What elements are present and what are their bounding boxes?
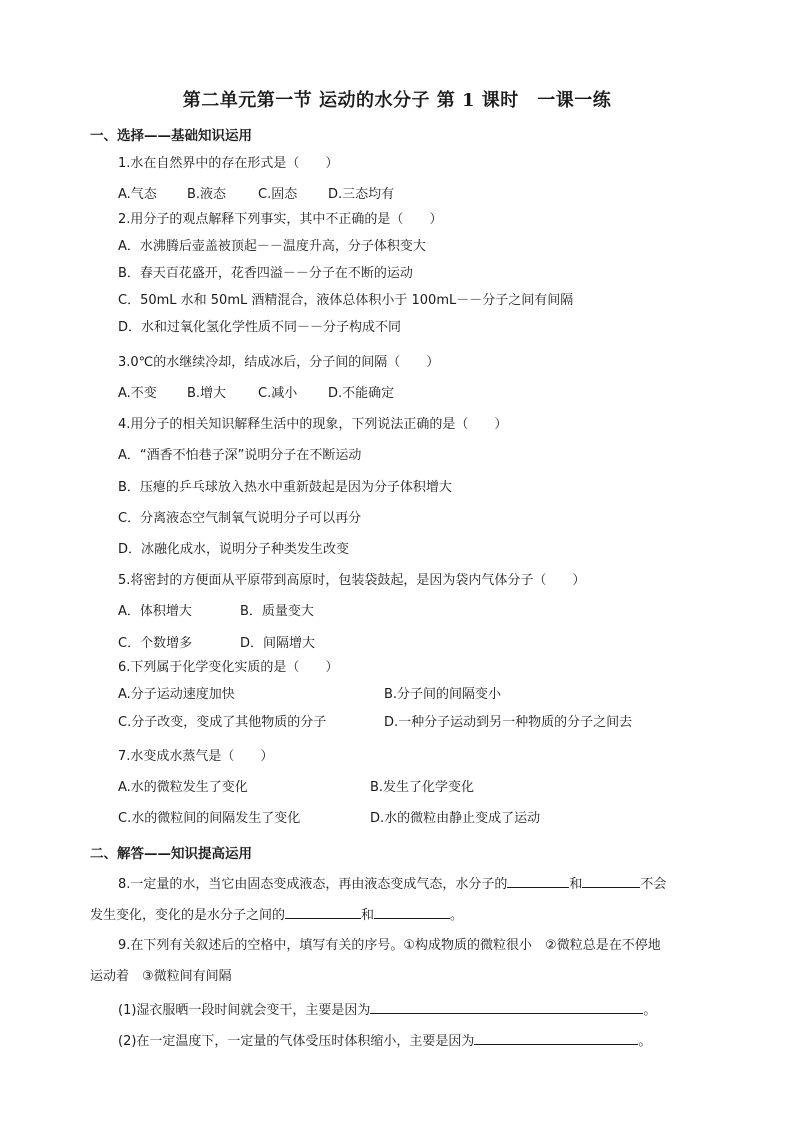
q8-text-6: 。 bbox=[450, 908, 464, 923]
q8-blank-2[interactable] bbox=[582, 873, 640, 888]
q9-blank-1[interactable] bbox=[370, 999, 643, 1014]
q6-option-c: C.分子改变，变成了其他物质的分子 bbox=[118, 715, 327, 730]
q2-stem: 2.用分子的观点解释下列事实，其中不正确的是（ ） bbox=[118, 212, 443, 227]
section-choice-heading: 一、选择——基础知识运用 bbox=[90, 128, 252, 144]
q9-stem-line2: 运动着 ③微粒间有间隔 bbox=[90, 969, 232, 984]
q7-option-c: C.水的微粒间的间隔发生了变化 bbox=[118, 811, 301, 826]
q4-option-c: C．分离液态空气制氧气说明分子可以再分 bbox=[118, 511, 362, 526]
q9-sub1 bbox=[118, 999, 656, 1020]
q5-option-d: D．间隔增大 bbox=[240, 636, 316, 651]
q3-option-a: A.不变 bbox=[118, 386, 157, 401]
q1-option-b: B.液态 bbox=[187, 187, 227, 202]
q8-line2 bbox=[90, 904, 463, 925]
q9-stem-line1: 9.在下列有关叙述后的空格中，填写有关的序号。①构成物质的微粒很小 ②微粒总是在不停地 bbox=[118, 938, 661, 953]
q7-stem: 7.水变成水蒸气是（ ） bbox=[118, 749, 274, 764]
q9-sub2 bbox=[118, 1030, 651, 1051]
q8-text-4: 发生变化，变化的是水分子之间的 bbox=[90, 908, 286, 923]
q5-option-c: C．个数增多 bbox=[118, 636, 193, 651]
q3-option-b: B.增大 bbox=[187, 386, 227, 401]
q9-sub1-text: (1)湿衣服晒一段时间就会变干，主要是因为 bbox=[118, 1003, 371, 1018]
q2-option-b: B．春天百花盛开，花香四溢－－分子在不断的运动 bbox=[118, 266, 413, 281]
q5-stem: 5.将密封的方便面从平原带到高原时，包装袋鼓起，是因为袋内气体分子（ ） bbox=[118, 573, 586, 588]
q7-option-b: B.发生了化学变化 bbox=[370, 780, 475, 795]
q1-option-a: A.气态 bbox=[118, 187, 157, 202]
q8-blank-1[interactable] bbox=[507, 873, 569, 888]
q6-option-d: D.一种分子运动到另一种物质的分子之间去 bbox=[384, 715, 633, 730]
q3-option-c: C.减小 bbox=[258, 386, 298, 401]
q8-text-2: 和 bbox=[569, 877, 583, 892]
q6-stem: 6.下列属于化学变化实质的是（ ） bbox=[118, 660, 339, 675]
q8-blank-4[interactable] bbox=[374, 904, 450, 919]
q2-option-d: D．水和过氧化氢化学性质不同－－分子构成不同 bbox=[118, 320, 402, 335]
q9-sub2-end: 。 bbox=[638, 1034, 652, 1049]
q2-option-a: A．水沸腾后壶盖被顶起－－温度升高，分子体积变大 bbox=[118, 239, 426, 254]
q7-option-d: D.水的微粒由静止变成了运动 bbox=[370, 811, 541, 826]
q4-stem: 4.用分子的相关知识解释生活中的现象，下列说法正确的是（ ） bbox=[118, 417, 508, 432]
q4-option-a: A．“酒香不怕巷子深”说明分子在不断运动 bbox=[118, 448, 362, 463]
q1-option-d: D.三态均有 bbox=[328, 187, 395, 202]
q2-option-c: C．50mL 水和 50mL 酒精混合，液体总体积小于 100mL－－分子之间有间隔 bbox=[118, 293, 574, 308]
q1-option-c: C.固态 bbox=[258, 187, 298, 202]
q3-stem: 3.0℃的水继续冷却，结成冰后，分子间的间隔（ ） bbox=[118, 355, 440, 370]
q6-option-a: A.分子运动速度加快 bbox=[118, 687, 235, 702]
page-title: 第二单元第一节 运动的水分子 第 1 课时 一课一练 bbox=[182, 90, 612, 111]
q9-sub2-text: (2)在一定温度下，一定量的气体受压时体积缩小，主要是因为 bbox=[118, 1034, 475, 1049]
q4-option-b: B．压瘪的乒乓球放入热水中重新鼓起是因为分子体积增大 bbox=[118, 480, 452, 495]
q6-option-b: B.分子间的间隔变小 bbox=[384, 687, 502, 702]
q9-sub1-end: 。 bbox=[643, 1003, 657, 1018]
q8-text-5: 和 bbox=[361, 908, 375, 923]
q3-option-d: D.不能确定 bbox=[328, 386, 395, 401]
q8-text-3: 不会 bbox=[640, 877, 667, 892]
q7-option-a: A.水的微粒发生了变化 bbox=[118, 780, 248, 795]
q1-stem: 1.水在自然界中的存在形式是（ ） bbox=[118, 156, 339, 171]
q5-option-a: A．体积增大 bbox=[118, 604, 192, 619]
q4-option-d: D．冰融化成水，说明分子种类发生改变 bbox=[118, 542, 350, 557]
q8-text-1: 8.一定量的水，当它由固态变成液态，再由液态变成气态，水分子的 bbox=[118, 877, 508, 892]
q8-line1 bbox=[118, 873, 666, 894]
section-answer-heading: 二、解答——知识提高运用 bbox=[90, 846, 252, 862]
q8-blank-3[interactable] bbox=[285, 904, 361, 919]
q5-option-b: B．质量变大 bbox=[240, 604, 314, 619]
q9-blank-2[interactable] bbox=[474, 1030, 638, 1045]
